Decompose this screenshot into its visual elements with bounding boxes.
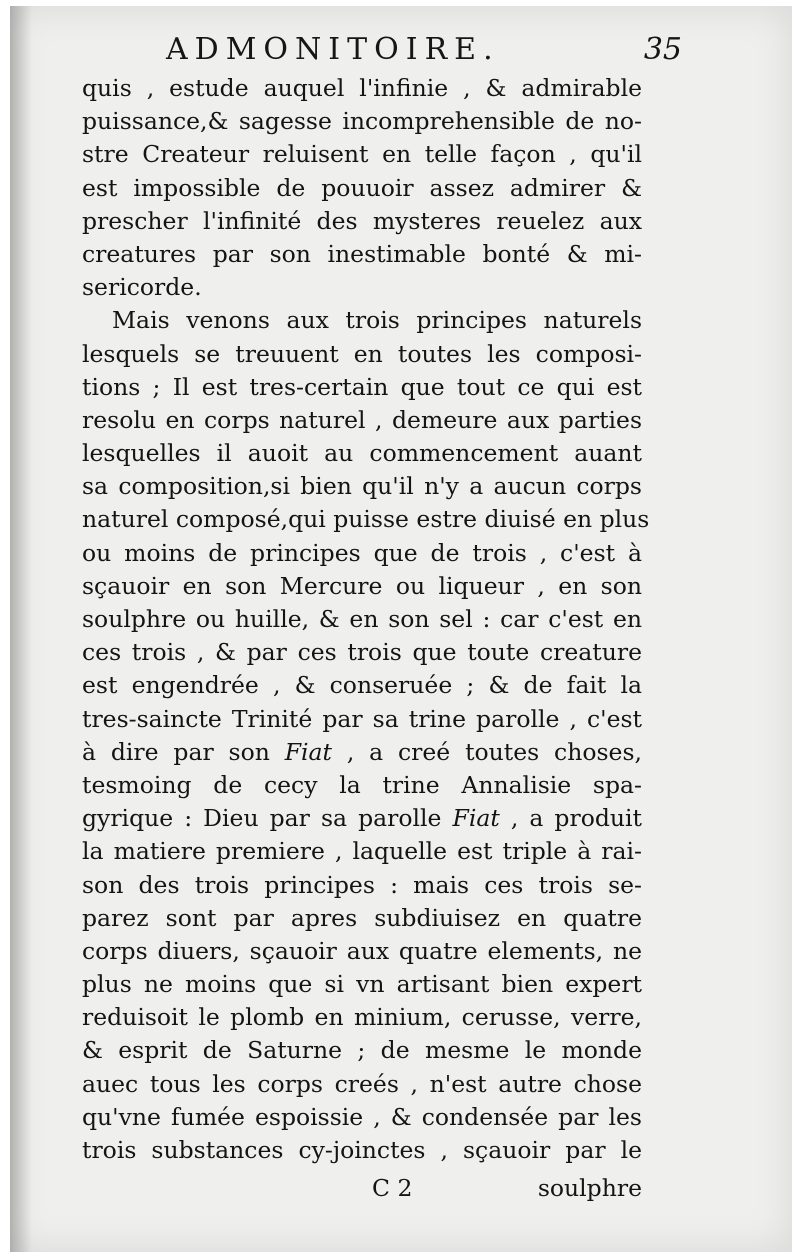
text-line: lesquelles il auoit au commencement auant [82,439,642,468]
page-footer [82,1174,642,1210]
text-line: tres-saincte Trinité par sa trine parolle , c'est [82,704,642,733]
italic-word: Fiat [452,804,500,833]
text-line: auec tous les corps creés , n'est autre chose [82,1069,642,1098]
text-line: reduisoit le plomb en minium, cerusse, verre, [82,1003,642,1032]
page-number: 35 [643,32,682,67]
text-line: soulphre ou huille, & en son sel : car c'est en [82,605,642,633]
text-line: lesquels se treuuent en toutes les composi- [82,339,642,368]
text-line: sericorde. [82,273,202,302]
text-line: sçauoir en son Mercure ou liqueur , en son [82,571,642,600]
signature-mark: C 2 [372,1174,413,1202]
text-line: trois substances cy-joinctes , sçauoir par le [82,1136,642,1164]
text-line: qu'vne fumée espoissie , & condensée par les [82,1102,642,1131]
text-line: quis , estude auquel l'infinie , & admirable [82,74,642,102]
text-line: est impossible de pouuoir assez admirer & [82,173,642,202]
catchword: soulphre [537,1174,642,1202]
text-line: parez sont par apres subdiuisez en quatre [82,903,642,932]
text-line: prescher l'infinité des mysteres reuelez aux [82,206,642,235]
text-line: resolu en corps naturel , demeure aux parties [82,405,642,434]
text-line: son des trois principes : mais ces trois se- [82,870,642,899]
text-line: naturel composé,qui puisse estre diuisé en plus [82,505,650,534]
running-title: ADMONITOIRE. [166,32,500,67]
text-line: sa composition,si bien qu'il n'y a aucun corps [82,472,642,501]
text-line: à dire par son Fiat , a creé toutes choses, [82,737,642,766]
text-line: puissance,& sagesse incomprehensible de no- [82,107,642,136]
italic-word: Fiat [284,737,332,766]
text-line: & esprit de Saturne ; de mesme le monde [82,1036,642,1065]
text-line: gyrique : Dieu par sa parolle Fiat , a produit [82,804,642,833]
text-line: Mais venons aux trois principes naturels [112,306,642,335]
text-line: corps diuers, sçauoir aux quatre elements, ne [82,936,642,965]
text-line: tesmoing de cecy la trine Annalisie spa- [82,770,642,799]
body-text [82,72,650,1167]
text-line: ou moins de principes que de trois , c'est à [82,538,642,567]
text-line: la matiere premiere , laquelle est triple à rai- [82,837,642,866]
text-line: plus ne moins que si vn artisant bien expert [82,970,642,999]
text-line: stre Createur reluisent en telle façon , qu'il [82,140,642,169]
text-line: ces trois , & par ces trois que toute creature [82,638,642,667]
book-page [10,6,792,1252]
running-head [160,30,720,70]
text-line: tions ; Il est tres-certain que tout ce qui est [82,372,642,401]
text-line: creatures par son inestimable bonté & mi- [82,239,642,268]
text-line: est engendrée , & conseruée ; & de fait la [82,671,642,700]
